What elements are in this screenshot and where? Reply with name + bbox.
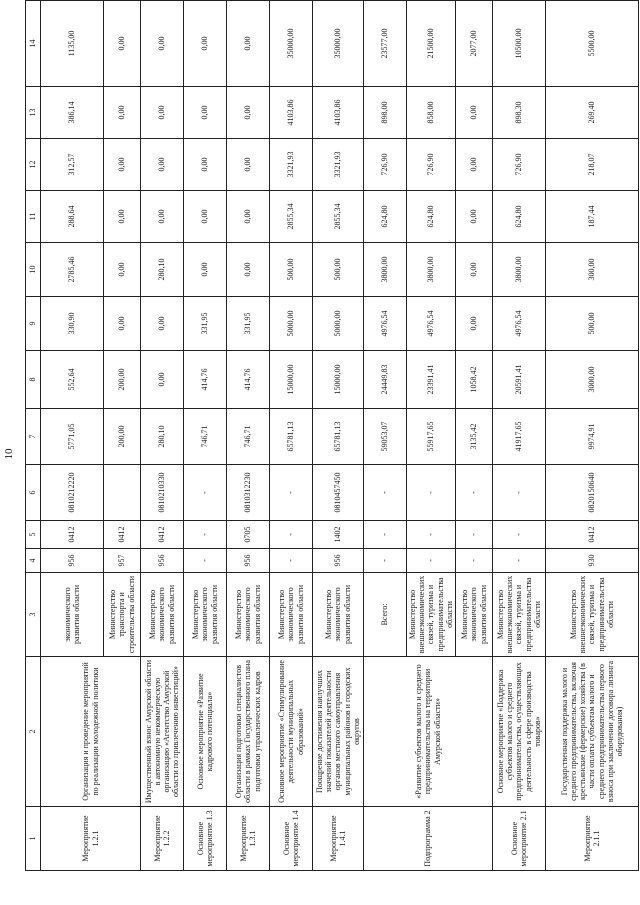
value-cell: 41917,65 [492,409,545,465]
value-cell: 414,76 [227,351,270,409]
value-cell: 2855,34 [313,191,364,243]
value-cell: 65781,13 [270,409,313,465]
table-row [141,1,184,871]
row-title-cell: Организация подготовки специалистов области в рамках Государственного плана подготовки управленческих кадров [227,657,270,807]
col-header: 12 [26,139,41,191]
executor-cell: Министерство экономического развития области [455,573,492,657]
value-cell: 0,00 [227,191,270,243]
csr-cell: 0820150640 [545,465,638,521]
budget-table [25,0,639,871]
row-title-cell: Основное мероприятие «Поддержка субъектов малого и среднего предпринимательства, осуществляющих деятельность в сфере производства товаров» [492,657,545,807]
row-id-cell: Мероприятие 1.4.1 [313,807,364,871]
col-header: 5 [26,521,41,549]
value-cell: 624,80 [407,191,456,243]
value-cell: 0,00 [141,351,184,409]
value-cell: 35000,00 [313,1,364,87]
executor-cell: экономического развития области [41,573,104,657]
rzpr-cell: 0412 [41,521,104,549]
executor-cell: Министерство внешнеэкономических связей, туризма и предпринимательства области [545,573,638,657]
value-cell: 0,00 [141,87,184,139]
row-title-cell: Государственная поддержка малого и среднего предпринимательства, включая крестьянские (фермерские) хозяйства (в части оплаты субъектам малого и среднего предпринимательства первого взноса при заключении договора лизинга оборудования) [545,657,638,807]
col-header: 11 [26,191,41,243]
executor-cell: Министерство экономического развития области [270,573,313,657]
grbs-cell: - [407,549,456,573]
value-cell: 0,00 [184,1,227,87]
value-cell: 65781,13 [313,409,364,465]
value-cell: 0,00 [227,87,270,139]
col-header: 4 [26,549,41,573]
value-cell: 0,00 [455,87,492,139]
value-cell: 10500,00 [492,1,545,87]
executor-cell: Министерство экономического развития области [184,573,227,657]
value-cell: 23577,00 [364,1,407,87]
value-cell: 0,00 [141,139,184,191]
value-cell: 0,00 [104,191,141,243]
value-cell: 0,00 [104,297,141,351]
value-cell: 59053,07 [364,409,407,465]
value-cell: 1135,00 [41,1,104,87]
value-cell: 898,30 [492,87,545,139]
row-title-cell: Поощрение достижения наилучших значений показателей деятельности органов местного самоуправления муниципальных районов и городских округов [313,657,364,807]
value-cell: 0,00 [227,243,270,297]
value-cell: 288,64 [41,191,104,243]
col-header: 10 [26,243,41,297]
header-row [26,1,41,871]
csr-cell: - [492,465,545,521]
rzpr-cell: 0412 [545,521,638,549]
col-header: 1 [26,807,41,871]
csr-cell: 0810212220 [41,465,104,521]
col-header: 7 [26,409,41,465]
value-cell: 4103,86 [270,87,313,139]
table-row [270,1,313,871]
value-cell: 15000,00 [313,351,364,409]
csr-cell: - [455,465,492,521]
value-cell: 269,40 [545,87,638,139]
value-cell: 21500,00 [407,1,456,87]
table-row [364,1,407,871]
grbs-cell: 956 [227,549,270,573]
value-cell: 0,00 [104,243,141,297]
table-row [227,1,270,871]
col-header: 14 [26,1,41,87]
value-cell: 726,90 [364,139,407,191]
value-cell: 3321,93 [313,139,364,191]
table-row [313,1,364,871]
value-cell: 3321,93 [270,139,313,191]
value-cell: 0,00 [455,243,492,297]
executor-cell: Всего: [364,573,407,657]
value-cell: 746,71 [184,409,227,465]
value-cell: 0,00 [141,297,184,351]
col-header: 6 [26,465,41,521]
rzpr-cell: - [455,521,492,549]
col-header: 3 [26,573,41,657]
rzpr-cell: - [407,521,456,549]
csr-cell: - [184,465,227,521]
value-cell: 5000,00 [270,297,313,351]
grbs-cell: 956 [41,549,104,573]
grbs-cell: 956 [141,549,184,573]
value-cell: 330,90 [41,297,104,351]
page-number: 10 [3,448,15,460]
csr-cell: 0810312230 [227,465,270,521]
executor-cell: Министерство экономического развития области [313,573,364,657]
value-cell: 9974,91 [545,409,638,465]
value-cell: 300,00 [545,243,638,297]
csr-cell: - [270,465,313,521]
row-id-cell: Мероприятие 1.3.1 [227,807,270,871]
value-cell: 0,00 [141,1,184,87]
csr-cell: - [364,465,407,521]
value-cell: 0,00 [227,139,270,191]
value-cell: 200,00 [104,409,141,465]
csr-cell: 0810210330 [141,465,184,521]
value-cell: 726,90 [492,139,545,191]
executor-cell: Министерство внешнеэкономических связей, туризма и предпринимательства области [492,573,545,657]
rzpr-cell: 0412 [141,521,184,549]
row-id-cell: Подпрограмма 2 [364,807,493,871]
row-id-cell: Основное мероприятие 2.1 [492,807,545,871]
value-cell: 200,00 [104,351,141,409]
row-id-cell: Мероприятие 1.2.2 [141,807,184,871]
value-cell: 24449,83 [364,351,407,409]
value-cell: 4976,54 [492,297,545,351]
col-header: 9 [26,297,41,351]
value-cell: 3000,00 [545,351,638,409]
row-id-cell: Основное мероприятие 1.4 [270,807,313,871]
value-cell: 187,44 [545,191,638,243]
value-cell: 2855,34 [270,191,313,243]
executor-cell: Министерство транспорта и строительства области [104,573,141,657]
table-row [492,1,545,871]
grbs-cell: - [270,549,313,573]
value-cell: 726,90 [407,139,456,191]
value-cell: 3800,00 [407,243,456,297]
value-cell: 0,00 [104,139,141,191]
budget-table-sheet [25,1,624,871]
value-cell: 0,00 [455,191,492,243]
value-cell: 280,10 [141,409,184,465]
grbs-cell: - [184,549,227,573]
rzpr-cell: - [492,521,545,549]
row-id-cell: Мероприятие 2.1.1 [545,807,638,871]
value-cell: 0,00 [184,139,227,191]
col-header: 13 [26,87,41,139]
value-cell: 2785,46 [41,243,104,297]
rzpr-cell: - [184,521,227,549]
row-title-cell: «Развитие субъектов малого и среднего предпринимательства на территории Амурской области» [364,657,493,807]
value-cell: 218,07 [545,139,638,191]
row-title-cell: Организация и проведение мероприятий по реализации молодежной политики [41,657,141,807]
rzpr-cell: 1402 [313,521,364,549]
value-cell: 5000,00 [313,297,364,351]
rzpr-cell: 0412 [104,521,141,549]
value-cell: 500,00 [270,243,313,297]
col-header: 8 [26,351,41,409]
csr-cell: - [407,465,456,521]
value-cell: 500,00 [545,297,638,351]
value-cell: 624,80 [364,191,407,243]
value-cell: 414,76 [184,351,227,409]
value-cell: 331,95 [184,297,227,351]
value-cell: 4976,54 [364,297,407,351]
value-cell: 4103,86 [313,87,364,139]
value-cell: 500,00 [313,243,364,297]
value-cell: 0,00 [184,191,227,243]
rzpr-cell: 0705 [227,521,270,549]
value-cell: 858,00 [407,87,456,139]
row-title-cell: Основное мероприятие «Стимулирование деятельности муниципальных образований» [270,657,313,807]
csr-cell [104,465,141,521]
value-cell: 312,57 [41,139,104,191]
value-cell: 20591,41 [492,351,545,409]
value-cell: 624,80 [492,191,545,243]
table-row [545,1,638,871]
value-cell: 0,00 [227,1,270,87]
value-cell: 3135,42 [455,409,492,465]
value-cell: 3800,00 [492,243,545,297]
value-cell: 5771,05 [41,409,104,465]
value-cell: 0,00 [104,87,141,139]
row-title-cell: Имущественный взнос Амурской области в автономную некоммерческую организацию «Агентство Амурской области по привлечению инвестиций» [141,657,184,807]
grbs-cell: 930 [545,549,638,573]
grbs-cell: 956 [313,549,364,573]
value-cell: 15000,00 [270,351,313,409]
value-cell: 1058,42 [455,351,492,409]
value-cell: 280,10 [141,243,184,297]
value-cell: 23391,41 [407,351,456,409]
rzpr-cell: - [270,521,313,549]
grbs-cell: 957 [104,549,141,573]
grbs-cell: - [455,549,492,573]
value-cell: 0,00 [104,1,141,87]
executor-cell: Министерство экономического развития области [227,573,270,657]
value-cell: 55917,65 [407,409,456,465]
col-header: 2 [26,657,41,807]
value-cell: 2077,00 [455,1,492,87]
value-cell: 386,14 [41,87,104,139]
value-cell: 35000,00 [270,1,313,87]
grbs-cell: - [364,549,407,573]
row-id-cell: Основное мероприятие 1.3 [184,807,227,871]
value-cell: 898,00 [364,87,407,139]
value-cell: 4976,54 [407,297,456,351]
value-cell: 0,00 [184,243,227,297]
value-cell: 746,71 [227,409,270,465]
value-cell: 5500,00 [545,1,638,87]
value-cell: 0,00 [184,87,227,139]
table-row [184,1,227,871]
table-row [41,1,104,871]
value-cell: 0,00 [455,297,492,351]
executor-cell: Министерство экономического развития области [141,573,184,657]
value-cell: 0,00 [455,139,492,191]
value-cell: 552,64 [41,351,104,409]
value-cell: 3800,00 [364,243,407,297]
executor-cell: Министерство внешнеэкономических связей, туризма и предпринимательства области [407,573,456,657]
value-cell: 0,00 [141,191,184,243]
row-id-cell: Мероприятие 1.2.1 [41,807,141,871]
grbs-cell: - [492,549,545,573]
csr-cell: 0810457450 [313,465,364,521]
value-cell: 331,95 [227,297,270,351]
row-title-cell: Основное мероприятие «Развитие кадрового потенциала» [184,657,227,807]
rzpr-cell: - [364,521,407,549]
